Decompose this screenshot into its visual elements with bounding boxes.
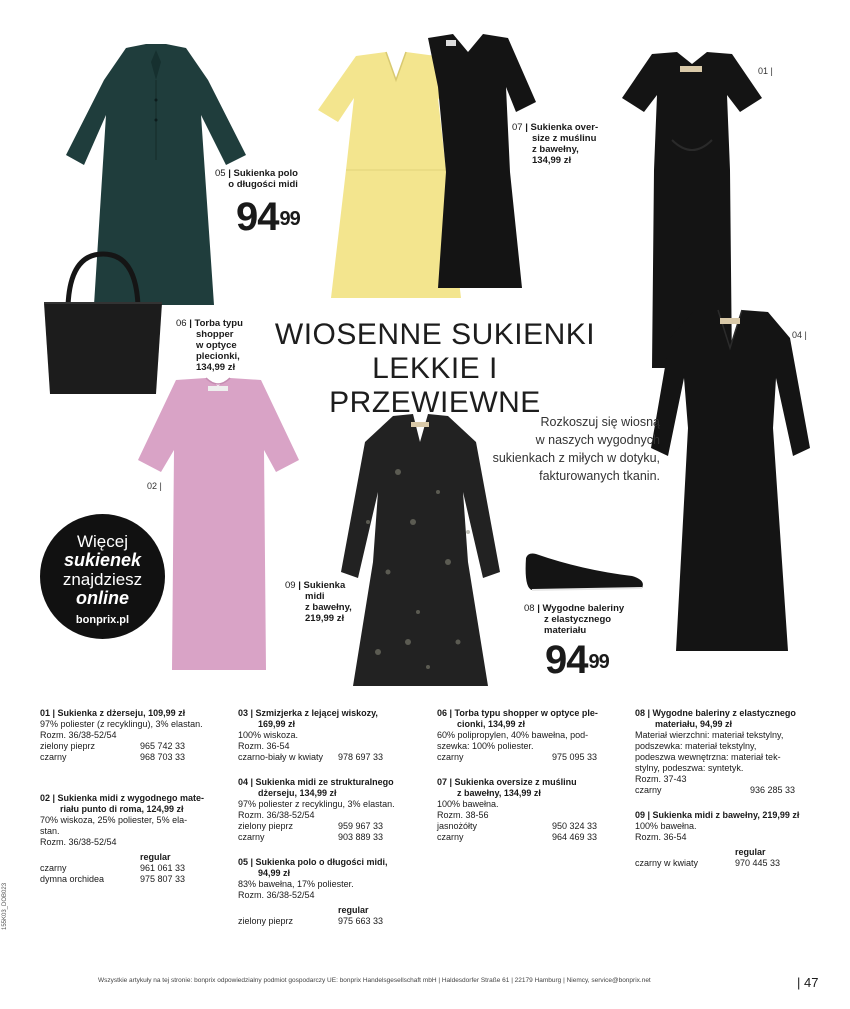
info-item-04-title: 04 | Sukienka midi ze strukturalnego xyxy=(238,777,394,787)
price-08-main: 94 xyxy=(545,638,588,682)
price-08-cents: 99 xyxy=(588,651,609,673)
info-item-07-title: 07 | Sukienka oversize z muślinu xyxy=(437,777,577,787)
info-item-06-line: szewka: 100% poliester. xyxy=(437,741,534,751)
info-item-01-line: Rozm. 36/38-52/54 xyxy=(40,730,117,740)
info-item-02-row: czarny 961 061 33 xyxy=(40,863,186,873)
info-item-03-line: 100% wiskoza. xyxy=(238,730,299,740)
info-item-08-title: 08 | Wygodne baleriny z elastycznego xyxy=(635,708,796,718)
info-item-05-line: Rozm. 36/38-52/54 xyxy=(238,890,315,900)
info-item-07-line: Rozm. 38-56 xyxy=(437,810,489,820)
callout-06: 06 | Torba typu shopper w optyce plecionki, 134,99 zł xyxy=(176,318,243,373)
info-item-09-line: 100% bawełna. xyxy=(635,821,697,831)
info-item-02-line: 70% wiskoza, 25% poliester, 5% ela- xyxy=(40,815,188,825)
info-item-08-line: podszewka: materiał tekstylny, xyxy=(635,741,757,751)
intro-line1: Rozkoszuj się wiosną xyxy=(540,415,660,429)
circle-url[interactable]: bonprix.pl xyxy=(75,614,130,626)
price-08 xyxy=(545,640,609,680)
info-item-03-title2: 169,99 zł xyxy=(258,719,296,729)
info-item-09-title: 09 | Sukienka midi z bawełny, 219,99 zł xyxy=(635,810,800,820)
price-05 xyxy=(236,197,300,237)
info-item-07-line: 100% bawełna. xyxy=(437,799,499,809)
callout-09-line2: midi xyxy=(305,591,325,602)
info-item-02 xyxy=(40,793,215,885)
callout-06-line1: Torba typu xyxy=(194,318,243,329)
callout-07-line2: size z muślinu xyxy=(532,133,597,144)
callout-09-line3: z bawełny, xyxy=(305,602,352,613)
callout-08-line3: materiału xyxy=(544,625,587,636)
callout-06-line4: plecionki, xyxy=(196,351,240,362)
intro-line4: fakturowanych tkanin. xyxy=(539,469,660,483)
info-item-06 xyxy=(437,708,617,763)
info-item-02-title: 02 | Sukienka midi z wygodnego mate- xyxy=(40,793,205,803)
callout-09-line1: Sukienka xyxy=(303,580,346,591)
info-item-02-line: Rozm. 36/38-52/54 xyxy=(40,837,117,847)
info-item-02-regular: regular xyxy=(140,852,171,862)
callout-05: 05 | Sukienka polo o długości midi xyxy=(215,168,298,190)
info-item-09-row: czarny w kwiaty 970 445 33 xyxy=(635,858,781,868)
callout-06-line2: shopper xyxy=(196,329,234,340)
headline-line2: LEKKIE I PRZEWIEWNE xyxy=(329,352,541,419)
callout-07-line4: 134,99 zł xyxy=(532,155,572,166)
info-item-03-title: 03 | Szmizjerka z lejącej wiskozy, xyxy=(238,708,378,718)
intro-text xyxy=(470,413,660,485)
info-item-05 xyxy=(238,857,423,927)
price-05-main: 94 xyxy=(236,195,279,239)
info-item-09 xyxy=(635,810,820,869)
info-item-04-row: czarny 903 889 33 xyxy=(238,832,384,842)
info-column-2 xyxy=(238,708,423,941)
callout-06-number: 06 xyxy=(176,318,187,329)
info-item-07 xyxy=(437,777,617,843)
circle-line4: online xyxy=(76,588,129,608)
circle-line1: Więcej xyxy=(76,532,128,551)
page-number: | 47 xyxy=(797,975,819,990)
circle-line3: znajdziesz xyxy=(62,570,143,589)
info-item-05-line: 83% bawełna, 17% poliester. xyxy=(238,879,354,889)
info-item-04-line: Rozm. 36/38-52/54 xyxy=(238,810,315,820)
callout-08: 08 | Wygodne baleriny z elastycznego materiału xyxy=(524,603,625,636)
info-item-05-title2: 94,99 zł xyxy=(258,868,291,878)
info-item-03 xyxy=(238,708,423,763)
info-item-01-title: 01 | Sukienka z dżerseju, 109,99 zł xyxy=(40,708,186,718)
info-item-08-line: stylny, podeszwa: syntetyk. xyxy=(635,763,744,773)
info-column-3 xyxy=(437,708,617,857)
info-item-06-line: 60% polipropylen, 40% bawełna, pod- xyxy=(437,730,589,740)
info-item-05-row: zielony pieprz 975 663 33 xyxy=(238,916,384,926)
info-item-08 xyxy=(635,708,820,796)
callout-04-number: 04 | xyxy=(792,330,807,340)
callout-07: 07 | Sukienka over- size z muślinu z bawełny, 134,99 zł xyxy=(512,122,599,166)
info-item-04-row: zielony pieprz 959 967 33 xyxy=(238,821,384,831)
info-item-07-row: czarny 964 469 33 xyxy=(437,832,598,842)
intro-line2: w naszych wygodnych xyxy=(535,433,660,447)
pink-dress-image xyxy=(136,376,301,672)
info-item-03-row: czarno-biały w kwiaty 978 697 33 xyxy=(238,752,384,762)
info-item-07-row: jasnożółty 950 324 33 xyxy=(437,821,598,831)
info-item-04-line: 97% poliester z recyklingu, 3% elastan. xyxy=(238,799,395,809)
callout-05-line1: Sukienka polo xyxy=(233,168,298,179)
ballerina-shoe-image xyxy=(522,550,647,595)
info-item-09-regular: regular xyxy=(735,847,766,857)
info-item-08-line: Rozm. 37-43 xyxy=(635,774,687,784)
info-item-03-line: Rozm. 36-54 xyxy=(238,741,290,751)
page-headline xyxy=(270,318,600,420)
callout-07-line3: z bawełny, xyxy=(532,144,579,155)
info-item-04 xyxy=(238,777,423,843)
callout-09: 09 | Sukienka midi z bawełny, 219,99 zł xyxy=(285,580,352,624)
callout-02-number: 02 | xyxy=(147,481,162,491)
info-item-04-title2: dżerseju, 134,99 zł xyxy=(258,788,337,798)
callout-01-number: 01 | xyxy=(758,66,773,76)
intro-line3: sukienkach z miłych w dotyku, xyxy=(492,451,660,465)
callout-05-line2: o długości midi xyxy=(228,179,298,190)
black-midi-dress-image xyxy=(648,308,813,653)
callout-09-line4: 219,99 zł xyxy=(305,613,345,624)
callout-09-number: 09 xyxy=(285,580,296,591)
info-column-4 xyxy=(635,708,820,883)
callout-07-number: 07 xyxy=(512,122,523,133)
info-item-02-line: stan. xyxy=(40,826,60,836)
callout-06-line3: w optyce xyxy=(196,340,237,351)
callout-08-line1: Wygodne baleriny xyxy=(542,603,625,614)
info-item-09-line: Rozm. 36-54 xyxy=(635,832,687,842)
callout-05-number: 05 xyxy=(215,168,226,179)
circle-line2: sukienek xyxy=(63,550,142,570)
shopper-bag-image xyxy=(38,248,168,396)
callout-07-line1: Sukienka over- xyxy=(530,122,599,133)
info-item-02-title2: riału punto di roma, 124,99 zł xyxy=(60,804,184,814)
price-05-cents: 99 xyxy=(279,208,300,230)
info-item-01 xyxy=(40,708,215,763)
info-item-08-title2: materiału, 94,99 zł xyxy=(655,719,733,729)
info-item-08-line: podeszwa wewnętrzna: materiał tek- xyxy=(635,752,781,762)
info-item-02-row: dymna orchidea 975 807 33 xyxy=(40,874,186,884)
info-item-08-line: Materiał wierzchni: materiał tekstylny, xyxy=(635,730,784,740)
callout-08-number: 08 xyxy=(524,603,535,614)
legal-footer: Wszystkie artykuły na tej stronie: bonprix odpowiedzialny podmiot gospodarczy UE: bonprix Handelsgesellschaft mbH | Haldesdorfer Straße 61 | 22179 Hamburg | Niemcy, service@bonprix.net xyxy=(98,977,651,984)
info-item-05-title: 05 | Sukienka polo o długości midi, xyxy=(238,857,388,867)
info-item-01-line: 97% poliester (z recyklingu), 3% elastan. xyxy=(40,719,203,729)
info-item-08-row: czarny 936 285 33 xyxy=(635,785,796,795)
callout-06-line5: 134,99 zł xyxy=(196,362,236,373)
info-item-06-title: 06 | Torba typu shopper w optyce ple- xyxy=(437,708,598,718)
info-item-06-title2: cionki, 134,99 zł xyxy=(457,719,526,729)
info-item-05-regular: regular xyxy=(338,905,369,915)
side-code: 155K03_DOB023 xyxy=(2,882,8,930)
info-column-1 xyxy=(40,708,215,899)
info-item-07-title2: z bawełny, 134,99 zł xyxy=(457,788,541,798)
online-promo-circle[interactable] xyxy=(40,514,165,639)
info-item-01-row: czarny 968 703 33 xyxy=(40,752,186,762)
info-item-01-row: zielony pieprz 965 742 33 xyxy=(40,741,186,751)
callout-08-line2: z elastycznego xyxy=(544,614,612,625)
headline-line1: WIOSENNE SUKIENKI xyxy=(274,318,596,351)
info-item-06-row: czarny 975 095 33 xyxy=(437,752,598,762)
